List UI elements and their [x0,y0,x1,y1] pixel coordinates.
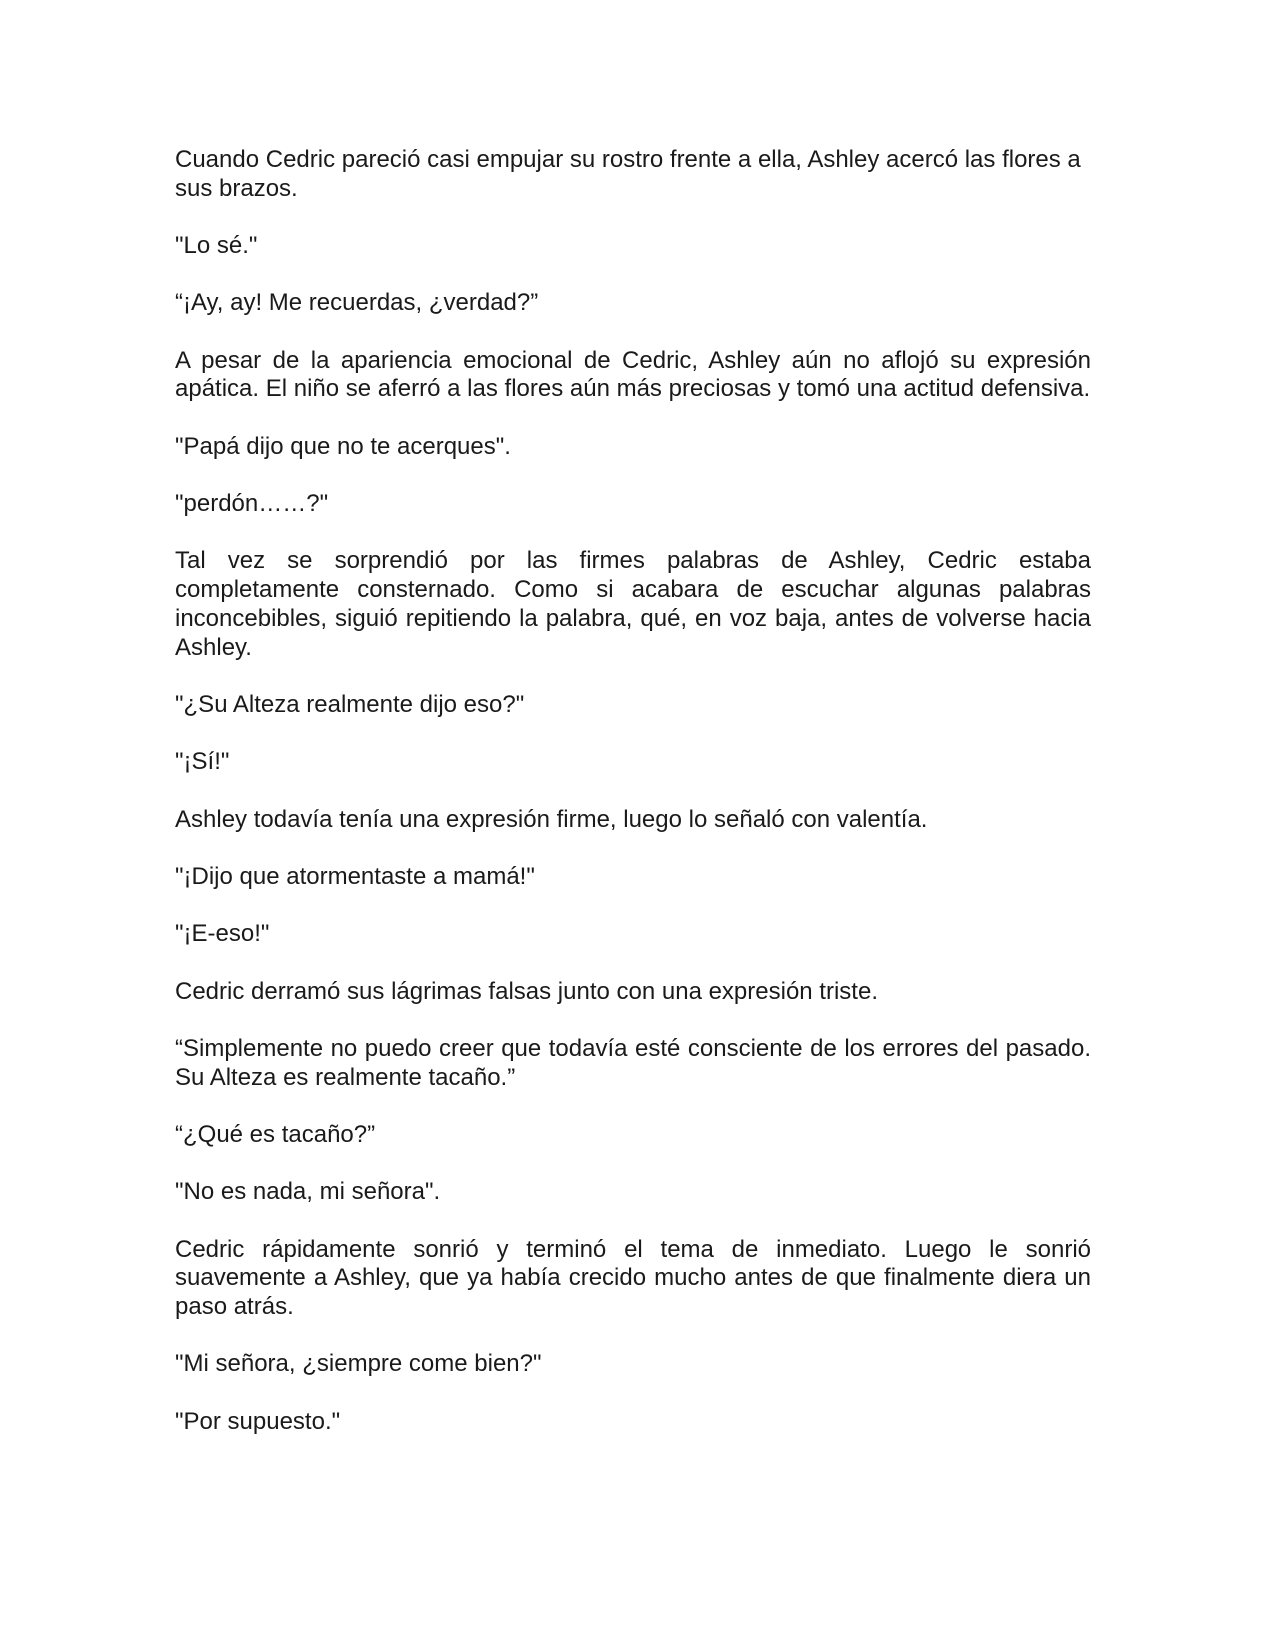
paragraph: "¿Su Alteza realmente dijo eso?" [175,691,525,719]
paragraph: "¡E-eso!" [175,920,270,948]
paragraph: "¡Sí!" [175,748,230,776]
paragraph: "Mi señora, ¿siempre come bien?" [175,1350,542,1378]
paragraph: Ashley todavía tenía una expresión firme, luego lo señaló con valentía. [175,805,928,833]
paragraph: Tal vez se sorprendió por las firmes palabras de Ashley, Cedric estaba completamente consternado. Como si acabara de escuchar algunas palabras inconcebibles, siguió repitiendo la palabra, qué, en voz baja, antes de volverse hacia Ashley. [175,547,1091,661]
paragraph: Cuando Cedric pareció casi empujar su rostro frente a ella, Ashley acercó las flores a sus brazos. [175,146,1081,202]
paragraph: “¡Ay, ay! Me recuerdas, ¿verdad?” [175,289,539,317]
paragraph: "Lo sé." [175,232,258,260]
paragraph: "No es nada, mi señora". [175,1178,441,1206]
paragraph: "perdón……?" [175,490,329,518]
paragraph: “¿Qué es tacaño?” [175,1120,376,1148]
paragraph: "Por supuesto." [175,1407,341,1435]
paragraph: A pesar de la apariencia emocional de Cedric, Ashley aún no aflojó su expresión apática. El niño se aferró a las flores aún más preciosas y tomó una actitud defensiva. [175,346,1091,403]
paragraph: Cedric rápidamente sonrió y terminó el tema de inmediato. Luego le sonrió suavemente a Ashley, que ya había crecido mucho antes de que finalmente diera un paso atrás. [175,1235,1091,1321]
paragraph: "¡Dijo que atormentaste a mamá!" [175,862,535,890]
paragraph: "Papá dijo que no te acerques". [175,432,511,460]
document-page [175,146,1091,1465]
paragraph: Cedric derramó sus lágrimas falsas junto con una expresión triste. [175,977,878,1005]
paragraph: “Simplemente no puedo creer que todavía esté consciente de los errores del pasado. Su Alteza es realmente tacaño.” [175,1034,1091,1091]
